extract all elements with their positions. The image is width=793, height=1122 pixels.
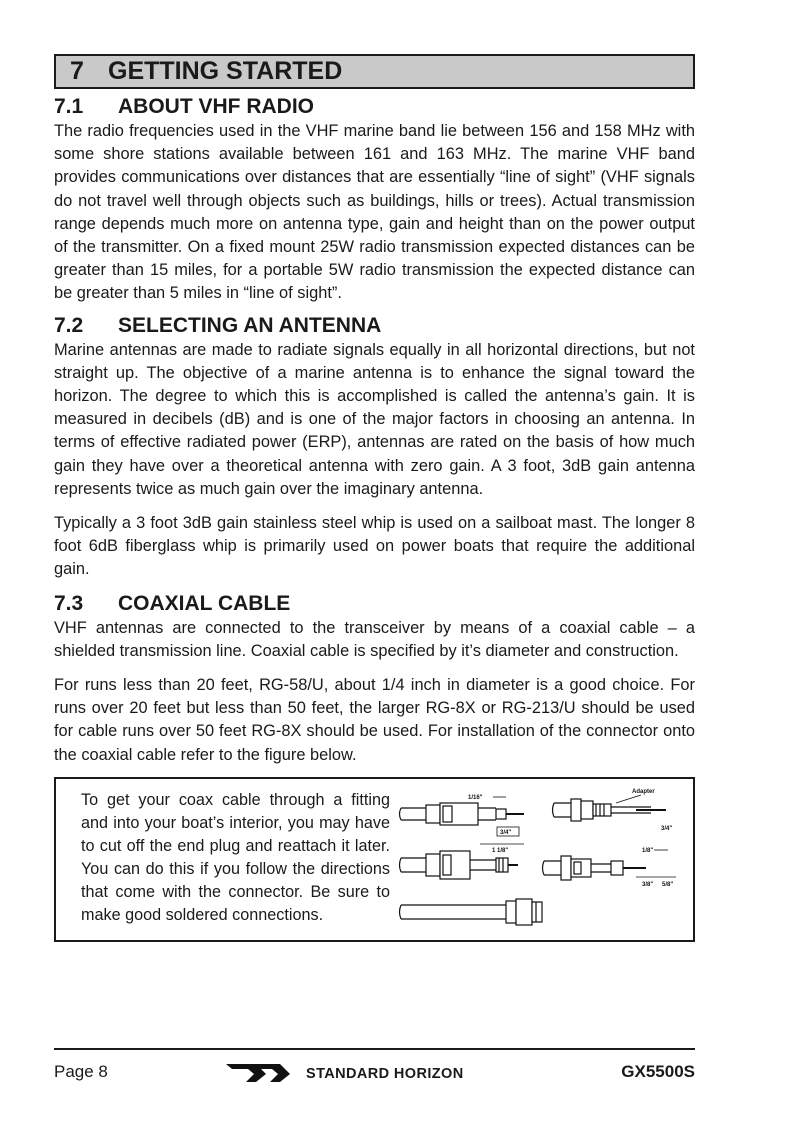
- dim-1-16-label: 1/16": [468, 794, 483, 801]
- finished-plug-figure: [400, 899, 543, 925]
- connector-dimension-figure: [543, 856, 647, 880]
- dim-3-8-label: 3/8": [642, 881, 654, 888]
- page-number: Page 8: [54, 1062, 108, 1081]
- connector-figure: [400, 851, 519, 879]
- dim-1-1-8-label: 1 1/8": [492, 847, 509, 854]
- section-number: 7.1: [54, 95, 84, 118]
- dim-3-4-label: 3/4": [500, 829, 512, 836]
- brand-name: STANDARD HORIZON: [306, 1066, 464, 1082]
- chapter-number: 7: [70, 57, 84, 85]
- section-heading-7-3: [54, 591, 695, 617]
- section-title: COAXIAL CABLE: [118, 591, 291, 615]
- section-heading-7-1: [54, 94, 695, 120]
- paragraph-coax-intro: VHF antennas are connected to the transceiver by means of a coaxial cable – a shielded transmission line. Coaxial cable is specified by it’s diameter and construction.: [54, 618, 695, 660]
- dim-1-8-label: 1/8": [642, 847, 654, 854]
- section-title: SELECTING AN ANTENNA: [118, 313, 382, 337]
- stripped-cable-figure: [400, 803, 525, 825]
- standard-horizon-logo-icon: [226, 1062, 298, 1084]
- note-text: To get your coax cable through a fitting and into your boat’s interior, you may have to cut off the end plug and reattach it later. You can do this if you follow the directions that come with the connector. Be sure to make good soldered connections.: [81, 790, 390, 925]
- chapter-heading: [54, 54, 695, 89]
- dim-3-4-b-label: 3/4": [661, 825, 673, 832]
- chapter-title: GETTING STARTED: [108, 57, 343, 85]
- paragraph-coax-runs: For runs less than 20 feet, RG-58/U, about 1/4 inch in diameter is a good choice. For runs over 20 feet but less than 50 feet, the larger RG-8X or RG-213/U should be used for cable runs over 50 feet RG-8X should be used. For installation of the connector onto the coaxial cable refer to the figure below.: [54, 676, 695, 764]
- manual-page: [54, 54, 695, 942]
- page-footer: [54, 1048, 695, 1095]
- note-box: [54, 777, 695, 942]
- dim-5-8-label: 5/8": [662, 881, 674, 888]
- section-number: 7.3: [54, 591, 84, 615]
- paragraph-antenna-gain: Marine antennas are made to radiate signals equally in all horizontal directions, but not straight up. The objective of a marine antenna is to enhance the signal toward the horizon. The degree to which this is accomplished is called the antenna’s gain. It is measured in decibels (dB) and is one of the major factors in choosing an antenna. In terms of effective radiated power (ERP), antennas are rated on the basis of how much gain they have over a theoretical antenna with zero gain. A 3 foot, 3dB gain antenna represents twice as much gain over the imaginary antenna.: [54, 340, 695, 498]
- section-number: 7.2: [54, 313, 84, 337]
- section-heading-7-2: [54, 313, 695, 339]
- adapter-figure: [553, 799, 667, 821]
- model-number: GX5500S: [621, 1062, 695, 1081]
- coax-connector-diagram: [396, 785, 686, 935]
- paragraph-antenna-types: Typically a 3 foot 3dB gain stainless steel whip is used on a sailboat mast. The longer 8 foot 6dB fiberglass whip is primarily used on power boats that require the additional gain.: [54, 514, 695, 579]
- section-title: ABOUT VHF RADIO: [118, 95, 314, 118]
- adapter-label: Adapter: [632, 788, 655, 795]
- paragraph-about-vhf: The radio frequencies used in the VHF marine band lie between 156 and 158 MHz with some shore stations available between 161 and 163 MHz. The marine VHF band provides communications over distances that are essentially “line of sight” (VHF signals do not travel well through objects such as buildings, hills or trees). Actual transmission range depends much more on antenna type, gain and height than on the power output of the transmitter. On a fixed mount 25W radio transmission expected distances can be greater than 15 miles, for a portable 5W radio transmission the expected distance can be greater than 5 miles in “line of sight”.: [54, 122, 695, 303]
